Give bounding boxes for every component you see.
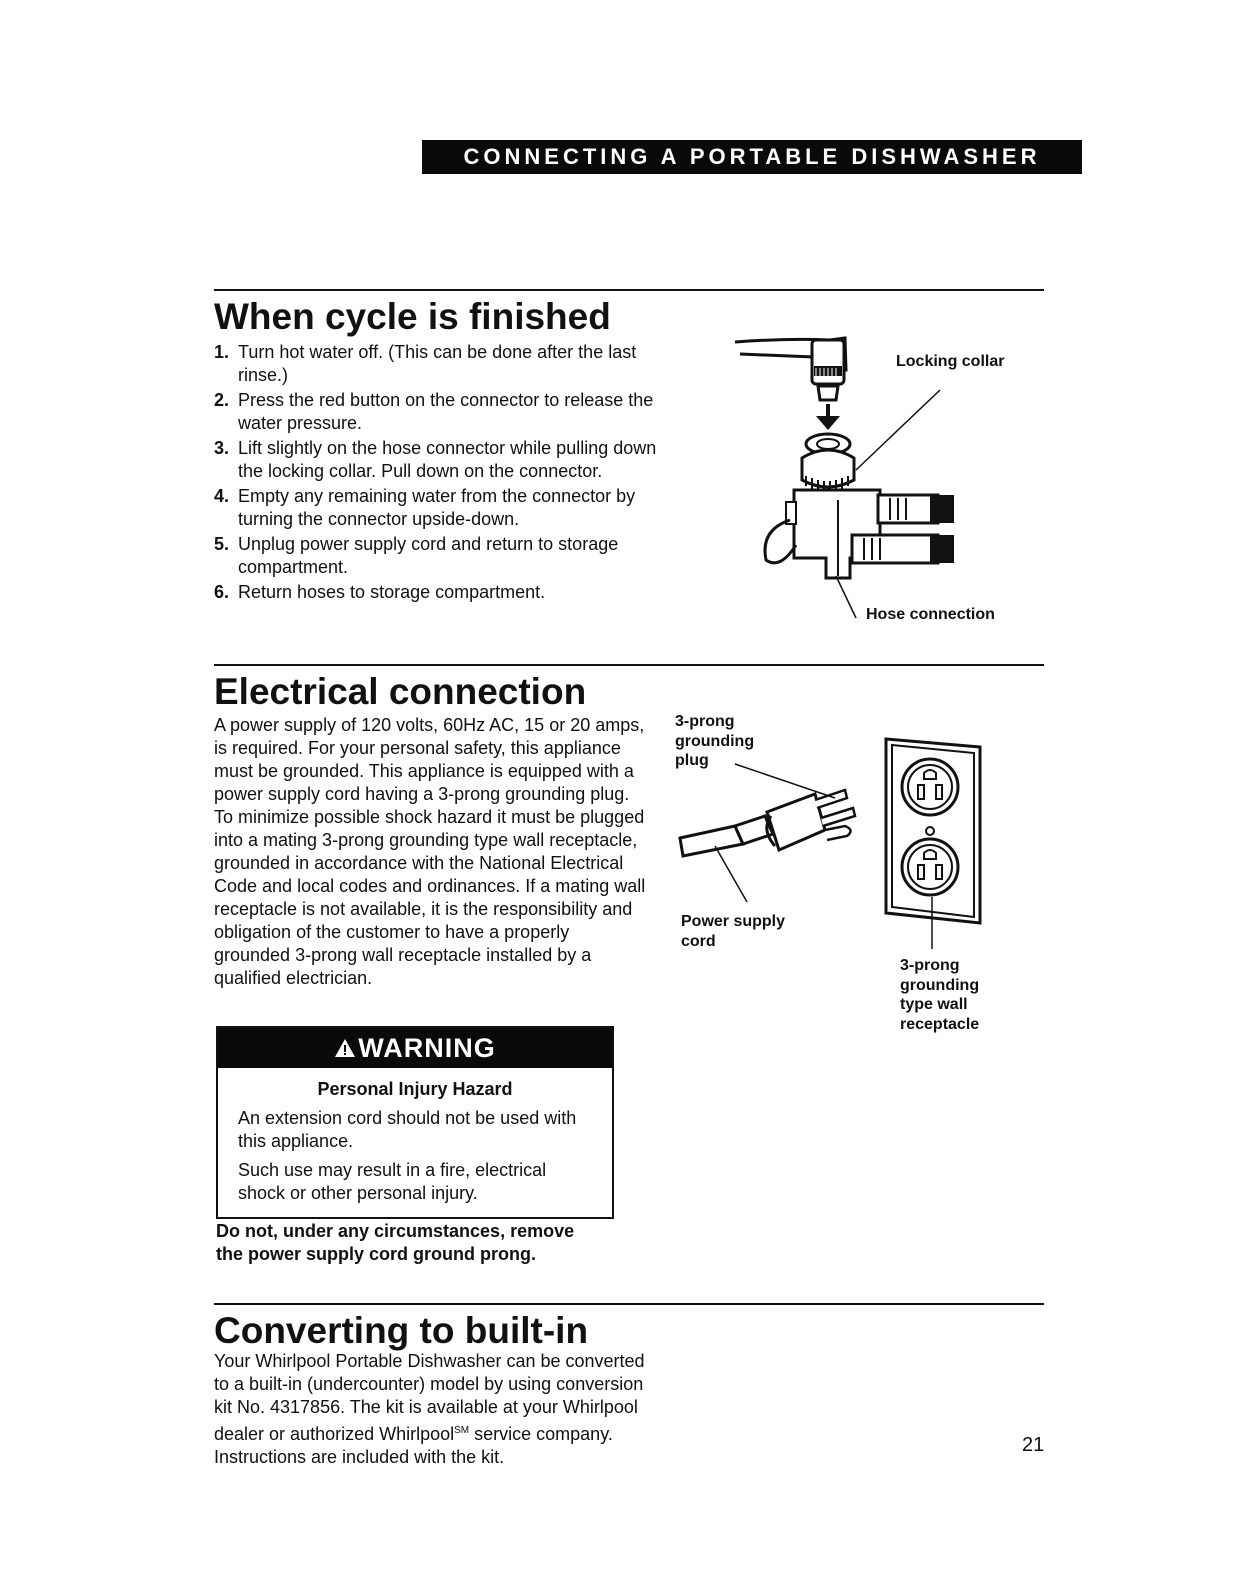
service-mark: SM (454, 1425, 470, 1436)
list-item: 6. Return hoses to storage compartment. (214, 582, 546, 602)
converting-section-title: Converting to built-in (214, 1310, 589, 1351)
electrical-section-title: Electrical connection (214, 671, 587, 712)
warning-triangle-icon (334, 1038, 356, 1058)
list-item: 3. Lift slightly on the hose connector while pulling down the locking collar. Pull down on the connector. (214, 438, 657, 481)
wall-receptacle-label: 3-prong grounding type wall receptacle (900, 957, 980, 1033)
section-divider (214, 664, 1044, 666)
section-divider (214, 289, 1044, 291)
cycle-section-title: When cycle is finished (214, 296, 611, 337)
warning-body (218, 1068, 612, 1217)
list-item: 2. Press the red button on the connector to release the water pressure. (214, 390, 654, 433)
cycle-steps-list (214, 341, 659, 606)
electrical-body: A power supply of 120 volts, 60Hz AC, 15 or 20 amps, is required. For your personal safety, this appliance must be grounded. This appliance is equipped with a power supply cord having a 3-prong grounding plug. To minimize possible shock hazard it must be plugged into a mating 3-prong grounding type wall receptacle, grounded in accordance with the National Electrical Code and local codes and ordinances. If a mating wall receptacle is not available, it is the responsibility and obligation of the customer to have a properly grounded 3-prong wall receptacle installed by a qualified electrician. (214, 715, 646, 988)
section-divider (214, 1303, 1044, 1305)
grounding-plug-illustration (675, 760, 875, 920)
warning-text: An extension cord should not be used with this appliance. (238, 1108, 577, 1151)
list-item: 4. Empty any remaining water from the connector by turning the connector upside-down. (214, 486, 636, 529)
list-item: 1. Turn hot water off. (This can be done after the last rinse.) (214, 342, 637, 385)
hose-connection-label: Hose connection (866, 606, 995, 623)
power-supply-cord-label: Power supply cord (681, 913, 786, 950)
section-banner: CONNECTING A PORTABLE DISHWASHER (422, 140, 1082, 174)
warning-subtitle: Personal Injury Hazard (317, 1079, 513, 1099)
page-number: 21 (1022, 1434, 1045, 1456)
wall-receptacle-illustration (884, 737, 984, 951)
converting-body: Your Whirlpool Portable Dishwasher can be converted to a built-in (undercounter) model by using conversion kit No. 4317856. The kit is available at your Whirlpool dealer or authorized Whirlpool℠ service company. Instructions are included with the kit. (214, 1351, 645, 1467)
list-item: 5. Unplug power supply cord and return to storage compartment. (214, 534, 619, 577)
warning-text: Such use may result in a fire, electrical shock or other personal injury. (238, 1160, 547, 1203)
faucet-connector-illustration (730, 330, 970, 620)
warning-header (218, 1028, 612, 1068)
ground-prong-notice: Do not, under any circumstances, remove the power supply cord ground prong. (216, 1221, 575, 1264)
grounding-plug-label: 3-prong grounding plug (675, 713, 755, 769)
warning-heading: WARNING (358, 1032, 496, 1063)
warning-box (216, 1026, 614, 1219)
locking-collar-label: Locking collar (896, 353, 1005, 370)
